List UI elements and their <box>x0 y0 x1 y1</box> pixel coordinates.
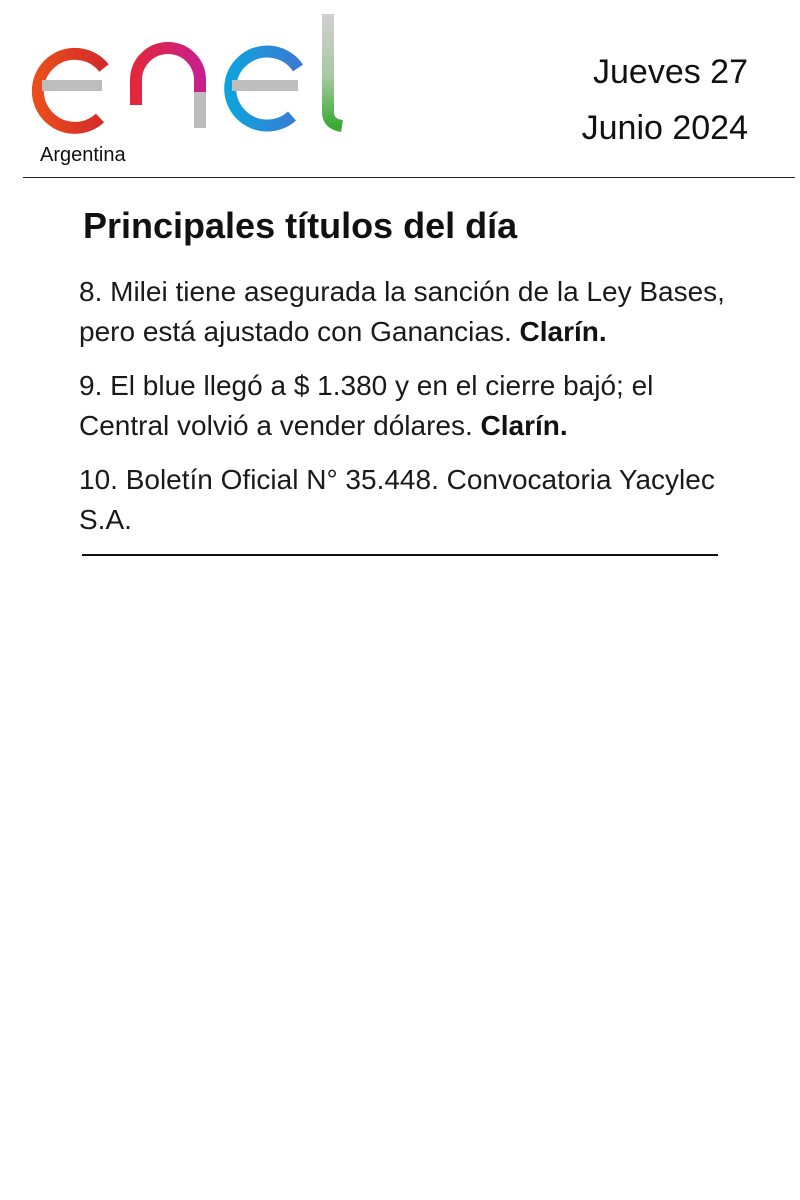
headline-source: Clarín. <box>480 410 568 441</box>
section-title: Principales títulos del día <box>83 205 518 246</box>
headline-text: 9. El blue llegó a $ 1.380 y en el cierre bajó; el Central volvió a vender dólares. <box>79 370 654 441</box>
headline-text: 10. Boletín Oficial N° 35.448. Convocatoria Yacylec S.A. <box>79 464 715 535</box>
headline-item <box>79 366 729 446</box>
headline-item <box>79 460 729 540</box>
headline-source: Clarín. <box>519 316 607 347</box>
region-label: Argentina <box>40 144 126 166</box>
headline-text: 8. Milei tiene asegurada la sanción de la Ley Bases, pero está ajustado con Ganancias. <box>79 276 725 347</box>
date-month-year: Junio 2024 <box>581 109 748 147</box>
headline-list <box>79 272 729 554</box>
section-divider <box>82 554 718 556</box>
enel-logo <box>22 10 352 135</box>
enel-logo-mark <box>22 10 352 135</box>
header-divider <box>23 177 795 178</box>
headline-item <box>79 272 729 352</box>
date-weekday-day: Jueves 27 <box>593 53 748 91</box>
date-block <box>582 44 748 156</box>
